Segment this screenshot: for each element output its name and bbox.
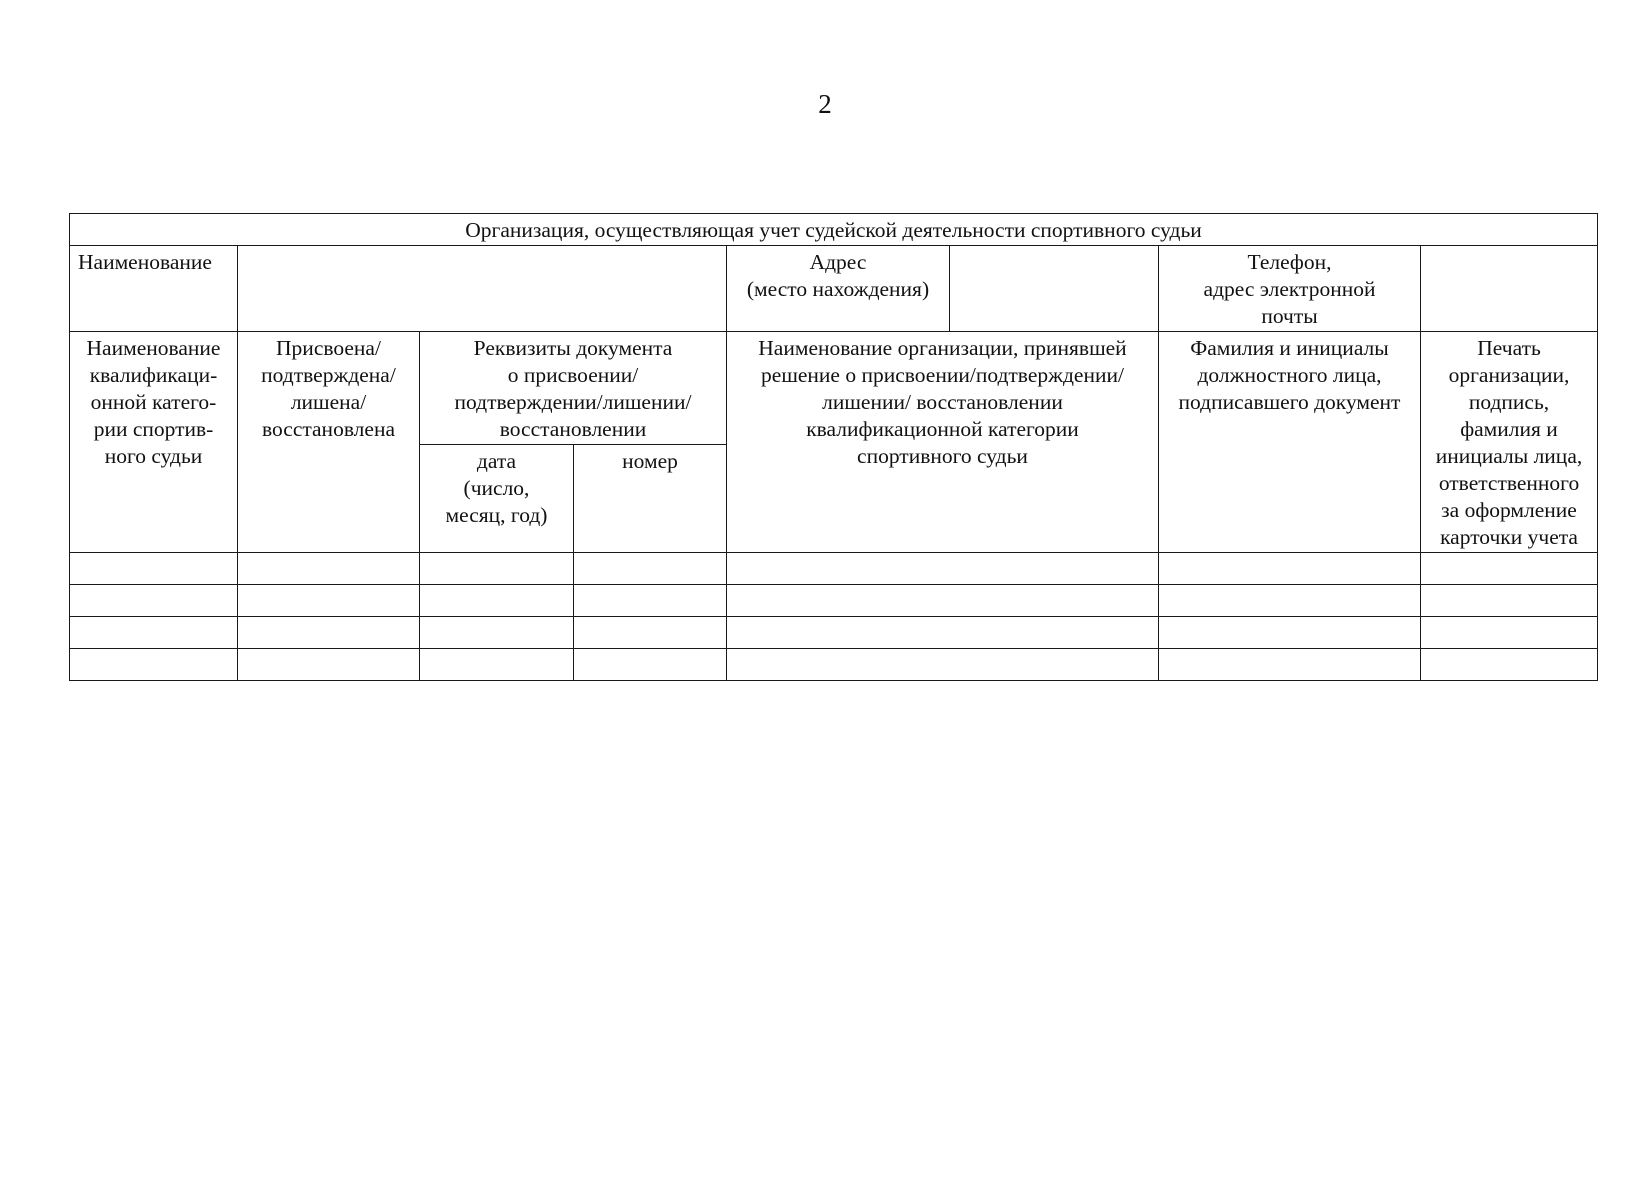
cell-organization[interactable] <box>727 649 1159 681</box>
org-address-value[interactable] <box>950 246 1159 332</box>
table-row <box>70 617 1598 649</box>
cell-official[interactable] <box>1159 585 1421 617</box>
org-header-row <box>70 214 1598 246</box>
cell-seal[interactable] <box>1421 553 1598 585</box>
col-header-official: Фамилия и инициалы должностного лица, подписавшего документ <box>1159 332 1421 553</box>
cell-seal[interactable] <box>1421 585 1598 617</box>
table-row <box>70 553 1598 585</box>
cell-doc-date[interactable] <box>420 649 574 681</box>
col-header-doc-date: дата (число, месяц, год) <box>420 445 574 553</box>
cell-doc-number[interactable] <box>574 649 727 681</box>
cell-doc-date[interactable] <box>420 585 574 617</box>
col-header-category: Наименование квалификаци- онной катего- рии спортив- ного судьи <box>70 332 238 553</box>
org-address-label: Адрес (место нахождения) <box>727 246 950 332</box>
cell-status[interactable] <box>238 617 420 649</box>
org-phone-value[interactable] <box>1421 246 1598 332</box>
cell-doc-number[interactable] <box>574 617 727 649</box>
cell-organization[interactable] <box>727 585 1159 617</box>
org-info-row <box>70 246 1598 332</box>
cell-category[interactable] <box>70 617 238 649</box>
col-header-organization: Наименование организации, принявшей решение о присвоении/подтверждении/ лишении/ восстановлении квалификационной категории спортивного судьи <box>727 332 1159 553</box>
cell-status[interactable] <box>238 553 420 585</box>
col-header-seal: Печать организации, подпись, фамилия и инициалы лица, ответственного за оформление карточки учета <box>1421 332 1598 553</box>
cell-official[interactable] <box>1159 553 1421 585</box>
cell-organization[interactable] <box>727 617 1159 649</box>
org-name-label: Наименование <box>70 246 238 332</box>
cell-category[interactable] <box>70 649 238 681</box>
org-name-value[interactable] <box>238 246 727 332</box>
cell-status[interactable] <box>238 585 420 617</box>
cell-doc-number[interactable] <box>574 585 727 617</box>
column-header-row <box>70 332 1598 445</box>
table-row <box>70 649 1598 681</box>
cell-category[interactable] <box>70 553 238 585</box>
cell-seal[interactable] <box>1421 649 1598 681</box>
col-header-status: Присвоена/ подтверждена/ лишена/ восстановлена <box>238 332 420 553</box>
cell-doc-date[interactable] <box>420 553 574 585</box>
col-header-doc-requisites: Реквизиты документа о присвоении/ подтверждении/лишении/ восстановлении <box>420 332 727 445</box>
cell-organization[interactable] <box>727 553 1159 585</box>
cell-seal[interactable] <box>1421 617 1598 649</box>
cell-official[interactable] <box>1159 649 1421 681</box>
org-phone-label: Телефон, адрес электронной почты <box>1159 246 1421 332</box>
registration-card-table <box>69 213 1598 681</box>
col-header-doc-number: номер <box>574 445 727 553</box>
org-header-cell: Организация, осуществляющая учет судейской деятельности спортивного судьи <box>70 214 1598 246</box>
page-number: 2 <box>818 89 832 119</box>
cell-official[interactable] <box>1159 617 1421 649</box>
cell-doc-number[interactable] <box>574 553 727 585</box>
cell-category[interactable] <box>70 585 238 617</box>
cell-status[interactable] <box>238 649 420 681</box>
table-row <box>70 585 1598 617</box>
cell-doc-date[interactable] <box>420 617 574 649</box>
